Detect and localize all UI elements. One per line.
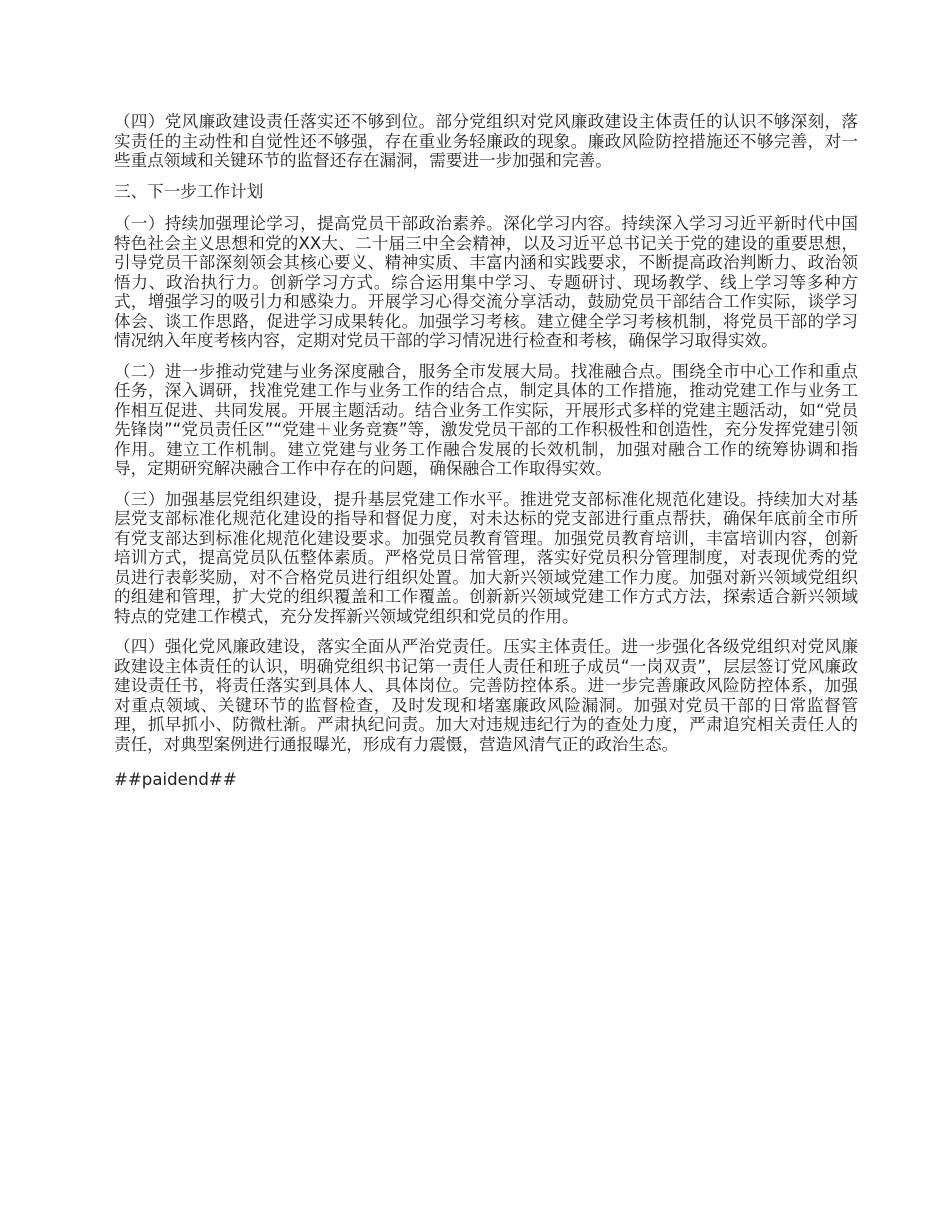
paragraph-discipline-issue: （四）党风廉政建设责任落实还不够到位。部分党组织对党风廉政建设主体责任的认识不够深刻，落实责任的主动性和自觉性还不够强，存在重业务轻廉政的现象。廉政风险防控措施还不够完善，对一些重点领域和关键环节的监督还存在漏洞，需要进一步加强和完善。	[114, 112, 858, 170]
end-marker: ##paidend##	[114, 770, 237, 789]
section-heading-next-steps: 三、下一步工作计划	[114, 181, 264, 201]
document-body	[114, 112, 858, 801]
paragraph-clean-governance: （四）强化党风廉政建设，落实全面从严治党责任。压实主体责任。进一步强化各级党组织对党风廉政建设主体责任的认识，明确党组织书记第一责任人责任和班子成员“一岗双责”，层层签订党风廉政建设责任书，将责任落实到具体人、具体岗位。完善防控体系。进一步完善廉政风险防控体系，加强对重点领域、关键环节的监督检查，及时发现和堵塞廉政风险漏洞。加强对党员干部的日常监督管理，抓早抓小、防微杜渐。严肃执纪问责。加大对违规违纪行为的查处力度，严肃追究相关责任人的责任，对典型案例进行通报曝光，形成有力震慑，营造风清气正的政治生态。	[114, 637, 858, 754]
paragraph-party-business-integration: （二）进一步推动党建与业务深度融合，服务全市发展大局。找准融合点。围绕全市中心工作和重点任务，深入调研，找准党建工作与业务工作的结合点，制定具体的工作措施，推动党建工作与业务工作相互促进、共同发展。开展主题活动。结合业务工作实际，开展形式多样的党建主题活动，如“党员先锋岗”“党员责任区”“党建＋业务竞赛”等，激发党员干部的工作积极性和创造性，充分发挥党建引领作用。建立工作机制。建立党建与业务工作融合发展的长效机制，加强对融合工作的统筹协调和指导，定期研究解决融合工作中存在的问题，确保融合工作取得实效。	[114, 361, 858, 478]
paragraph-theory-study: （一）持续加强理论学习，提高党员干部政治素养。深化学习内容。持续深入学习习近平新时代中国特色社会主义思想和党的XX大、二十届三中全会精神，以及习近平总书记关于党的建设的重要思想，引导党员干部深刻领会其核心要义、精神实质、丰富内涵和实践要求，不断提高政治判断力、政治领悟力、政治执行力。创新学习方式。综合运用集中学习、专题研讨、现场教学、线上学习等多种方式，增强学习的吸引力和感染力。开展学习心得交流分享活动，鼓励党员干部结合工作实际，谈学习体会、谈工作思路，促进学习成果转化。加强学习考核。建立健全学习考核机制，将党员干部的学习情况纳入年度考核内容，定期对党员干部的学习情况进行检查和考核，确保学习取得实效。	[114, 214, 858, 350]
paragraph-grassroots-organization: （三）加强基层党组织建设，提升基层党建工作水平。推进党支部标准化规范化建设。持续加大对基层党支部标准化规范化建设的指导和督促力度，对未达标的党支部进行重点帮扶，确保年底前全市所有党支部达到标准化规范化建设要求。加强党员教育管理。加强党员教育培训，丰富培训内容，创新培训方式，提高党员队伍整体素质。严格党员日常管理，落实好党员积分管理制度，对表现优秀的党员进行表彰奖励，对不合格党员进行组织处置。加大新兴领域党建工作力度。加强对新兴领域党组织的组建和管理，扩大党的组织覆盖和工作覆盖。创新新兴领域党建工作方式方法，探索适合新兴领域特点的党建工作模式，充分发挥新兴领域党组织和党员的作用。	[114, 489, 858, 626]
